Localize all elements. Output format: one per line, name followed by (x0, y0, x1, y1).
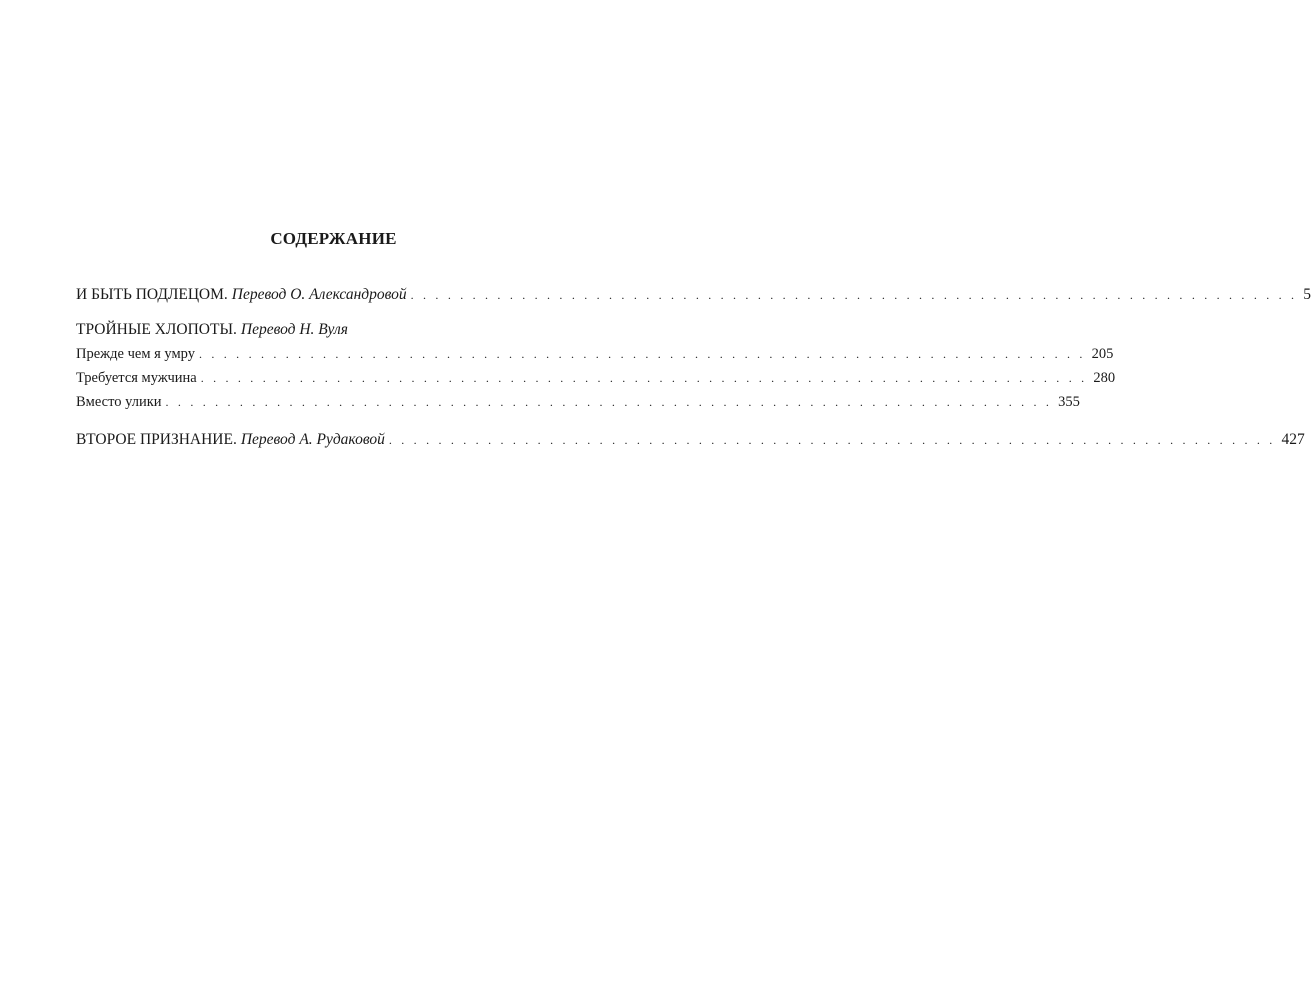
dot-leader: . . . . . . . . . . . . . . . . . . . . . . . . . . . . . . . . . . . . . . . . . . . . . . . . . . . . . . . . . . . . . . . . . . . . . . . . (410, 288, 1298, 302)
toc-entry-group-heading (76, 321, 348, 339)
toc-entry-page: 5 (1303, 286, 1311, 303)
toc-heading: СОДЕРЖАНИЕ (270, 229, 397, 248)
toc-entry-title: ВТОРОЕ ПРИЗНАНИЕ. (76, 431, 237, 448)
dot-leader: . . . . . . . . . . . . . . . . . . . . . . . . . . . . . . . . . . . . . . . . . . . . . . . . . . . . . . . . . . . . . . . . . . . . . . . . (165, 395, 1053, 409)
dot-leader: . . . . . . . . . . . . . . . . . . . . . . . . . . . . . . . . . . . . . . . . . . . . . . . . . . . . . . . . . . . . . . . . . . . . . . . . (388, 433, 1276, 447)
toc-entry-title: И БЫТЬ ПОДЛЕЦОМ. (76, 286, 228, 303)
toc-entry (76, 431, 1305, 449)
toc-entry-title: ТРОЙНЫЕ ХЛОПОТЫ. (76, 321, 237, 338)
toc-subentry-page: 205 (1091, 346, 1114, 362)
toc-subentry-page: 280 (1093, 370, 1116, 386)
toc-entry-translator: Перевод А. Рудаковой (240, 431, 385, 448)
toc-subentry (76, 370, 1116, 387)
toc-entry-page: 427 (1281, 431, 1305, 448)
dot-leader: . . . . . . . . . . . . . . . . . . . . . . . . . . . . . . . . . . . . . . . . . . . . . . . . . . . . . . . . . . . . . . . . . . . . . . . . (198, 347, 1086, 361)
toc-entry-translator: Перевод О. Александровой (231, 286, 407, 303)
toc-subentry-page: 355 (1058, 394, 1080, 410)
toc-entry-translator: Перевод Н. Вуля (240, 321, 348, 338)
toc-subentry (76, 394, 1080, 411)
toc-subentry (76, 346, 1114, 363)
toc-subentry-title: Вместо улики (76, 394, 162, 410)
toc-subentry-title: Прежде чем я умру (76, 346, 195, 362)
toc-entry (76, 286, 1311, 304)
dot-leader: . . . . . . . . . . . . . . . . . . . . . . . . . . . . . . . . . . . . . . . . . . . . . . . . . . . . . . . . . . . . . . . . . . . . . . . . (200, 371, 1088, 385)
toc-subentry-title: Требуется мужчина (76, 370, 197, 386)
